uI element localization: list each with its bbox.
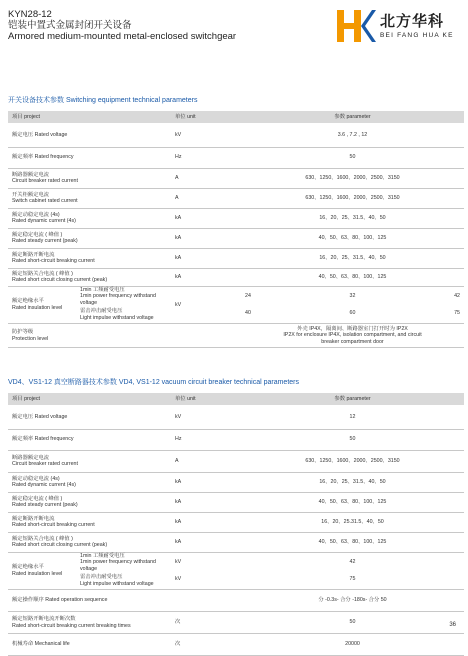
table-header	[8, 393, 464, 405]
table-row: 额定操作顺序 Rated operation sequence 分 -0.3s- 合分 -180s- 合分 50	[8, 590, 464, 612]
table-row: 额定断路开断电流 Rated short-circuit breaking current kA 16、20、25、31.5、40、50	[8, 248, 464, 268]
hk-logo-icon	[336, 8, 376, 44]
page-number: 36	[449, 622, 456, 628]
header-unit: 单位 unit	[171, 393, 241, 405]
header-param: 参数 parameter	[241, 111, 464, 123]
title-cn: 铠装中置式金属封闭开关设备	[8, 20, 132, 31]
protection-row: 防护等级 Protection level 外壳 IP4X，隔离间、断路器室门打开时为 IP2X IP2X for enclosure IP4X, isolation compartment, and circuit breaker compartment door	[8, 324, 464, 348]
header-project: 项目 project	[8, 393, 171, 405]
table-row: 机械寿命 Mechanical life 次 20000	[8, 634, 464, 656]
model-title: KYN28-12	[8, 9, 52, 20]
logo-text-en: BEI FANG HUA KE	[380, 32, 454, 39]
table-row: 额定断路开断电流 Rated short-circuit breaking current kA 16、20、25.31.5、40、50	[8, 512, 464, 532]
table-row: 断路器额定电流 Circuit breaker rated current A 630、1250、1600、2000、2500、3150	[8, 450, 464, 472]
table-row: 额定频率 Rated frequency Hz 50	[8, 147, 464, 168]
header-unit: 单位 unit	[171, 111, 241, 123]
table-row: 额定电压 Rated voltage kV 3.6 , 7.2 , 12	[8, 123, 464, 147]
table-row: 额定动稳定电流 (4s) Rated dynamic current (4s) kA 16、20、25、31.5、40、50	[8, 208, 464, 228]
table-row: 开关柜额定电流 Switch cabinet rated current A 630、1250、1600、2000、2500、3150	[8, 188, 464, 208]
insulation-row: 额定绝缘水平 Rated insulation level 1min 工频耐受电压 1min power frequency withstand voltage 雷击冲击耐受电压 Light impulse withstand voltage kV 24 32 42 40 60 75	[8, 286, 464, 324]
table-row: 额定短路开断电流开断次数 Rated short-circuit breaking current breaking times 次 50	[8, 612, 464, 634]
table-row: 额定频率 Rated frequency Hz 50	[8, 429, 464, 450]
section1-title: 开关设备技术参数 Switching equipment technical parameters	[8, 97, 198, 104]
table-row: 额定稳定电流 ( 峰值 ) Rated steady current (peak) kA 40、50、63、80、100、125	[8, 492, 464, 512]
table-row: 额定短路关合电流 ( 峰值 ) Rated short circuit closing current (peak) kA 40、50、63、80、100、125	[8, 532, 464, 552]
switchgear-params-table	[8, 111, 464, 348]
table-row: 断路器额定电流 Circuit breaker rated current A 630、1250、1600、2000、2500、3150	[8, 168, 464, 188]
header-param: 参数 parameter	[241, 393, 464, 405]
title-en: Armored medium-mounted metal-enclosed switchgear	[8, 31, 237, 42]
table-header	[8, 111, 464, 123]
insulation-row: 额定绝缘水平 Rated insulation level 1min 工频耐受电压 1min power frequency withstand voltage 雷击冲击耐受电压 Light impulse withstand voltage kV kV 42 75	[8, 552, 464, 590]
section2-title: VD4、VS1-12 真空断路器技术参数 VD4, VS1-12 vacuum circuit breaker technical parameters	[8, 379, 299, 386]
table-row: 额定动稳定电流 (4s) Rated dynamic current (4s) kA 16、20、25、31.5、40、50	[8, 472, 464, 492]
table-row: 额定稳定电流 ( 峰值 ) Rated steady current (peak) kA 40、50、63、80、100、125	[8, 228, 464, 248]
breaker-params-table	[8, 393, 464, 656]
table-row: 额定短路关合电流 ( 峰值 ) Rated short circuit closing current (peak) kA 40、50、63、80、100、125	[8, 268, 464, 286]
table-row: 额定电压 Rated voltage kV 12	[8, 405, 464, 429]
logo-text-cn: 北方华科	[380, 13, 445, 30]
header-project: 项目 project	[8, 111, 171, 123]
